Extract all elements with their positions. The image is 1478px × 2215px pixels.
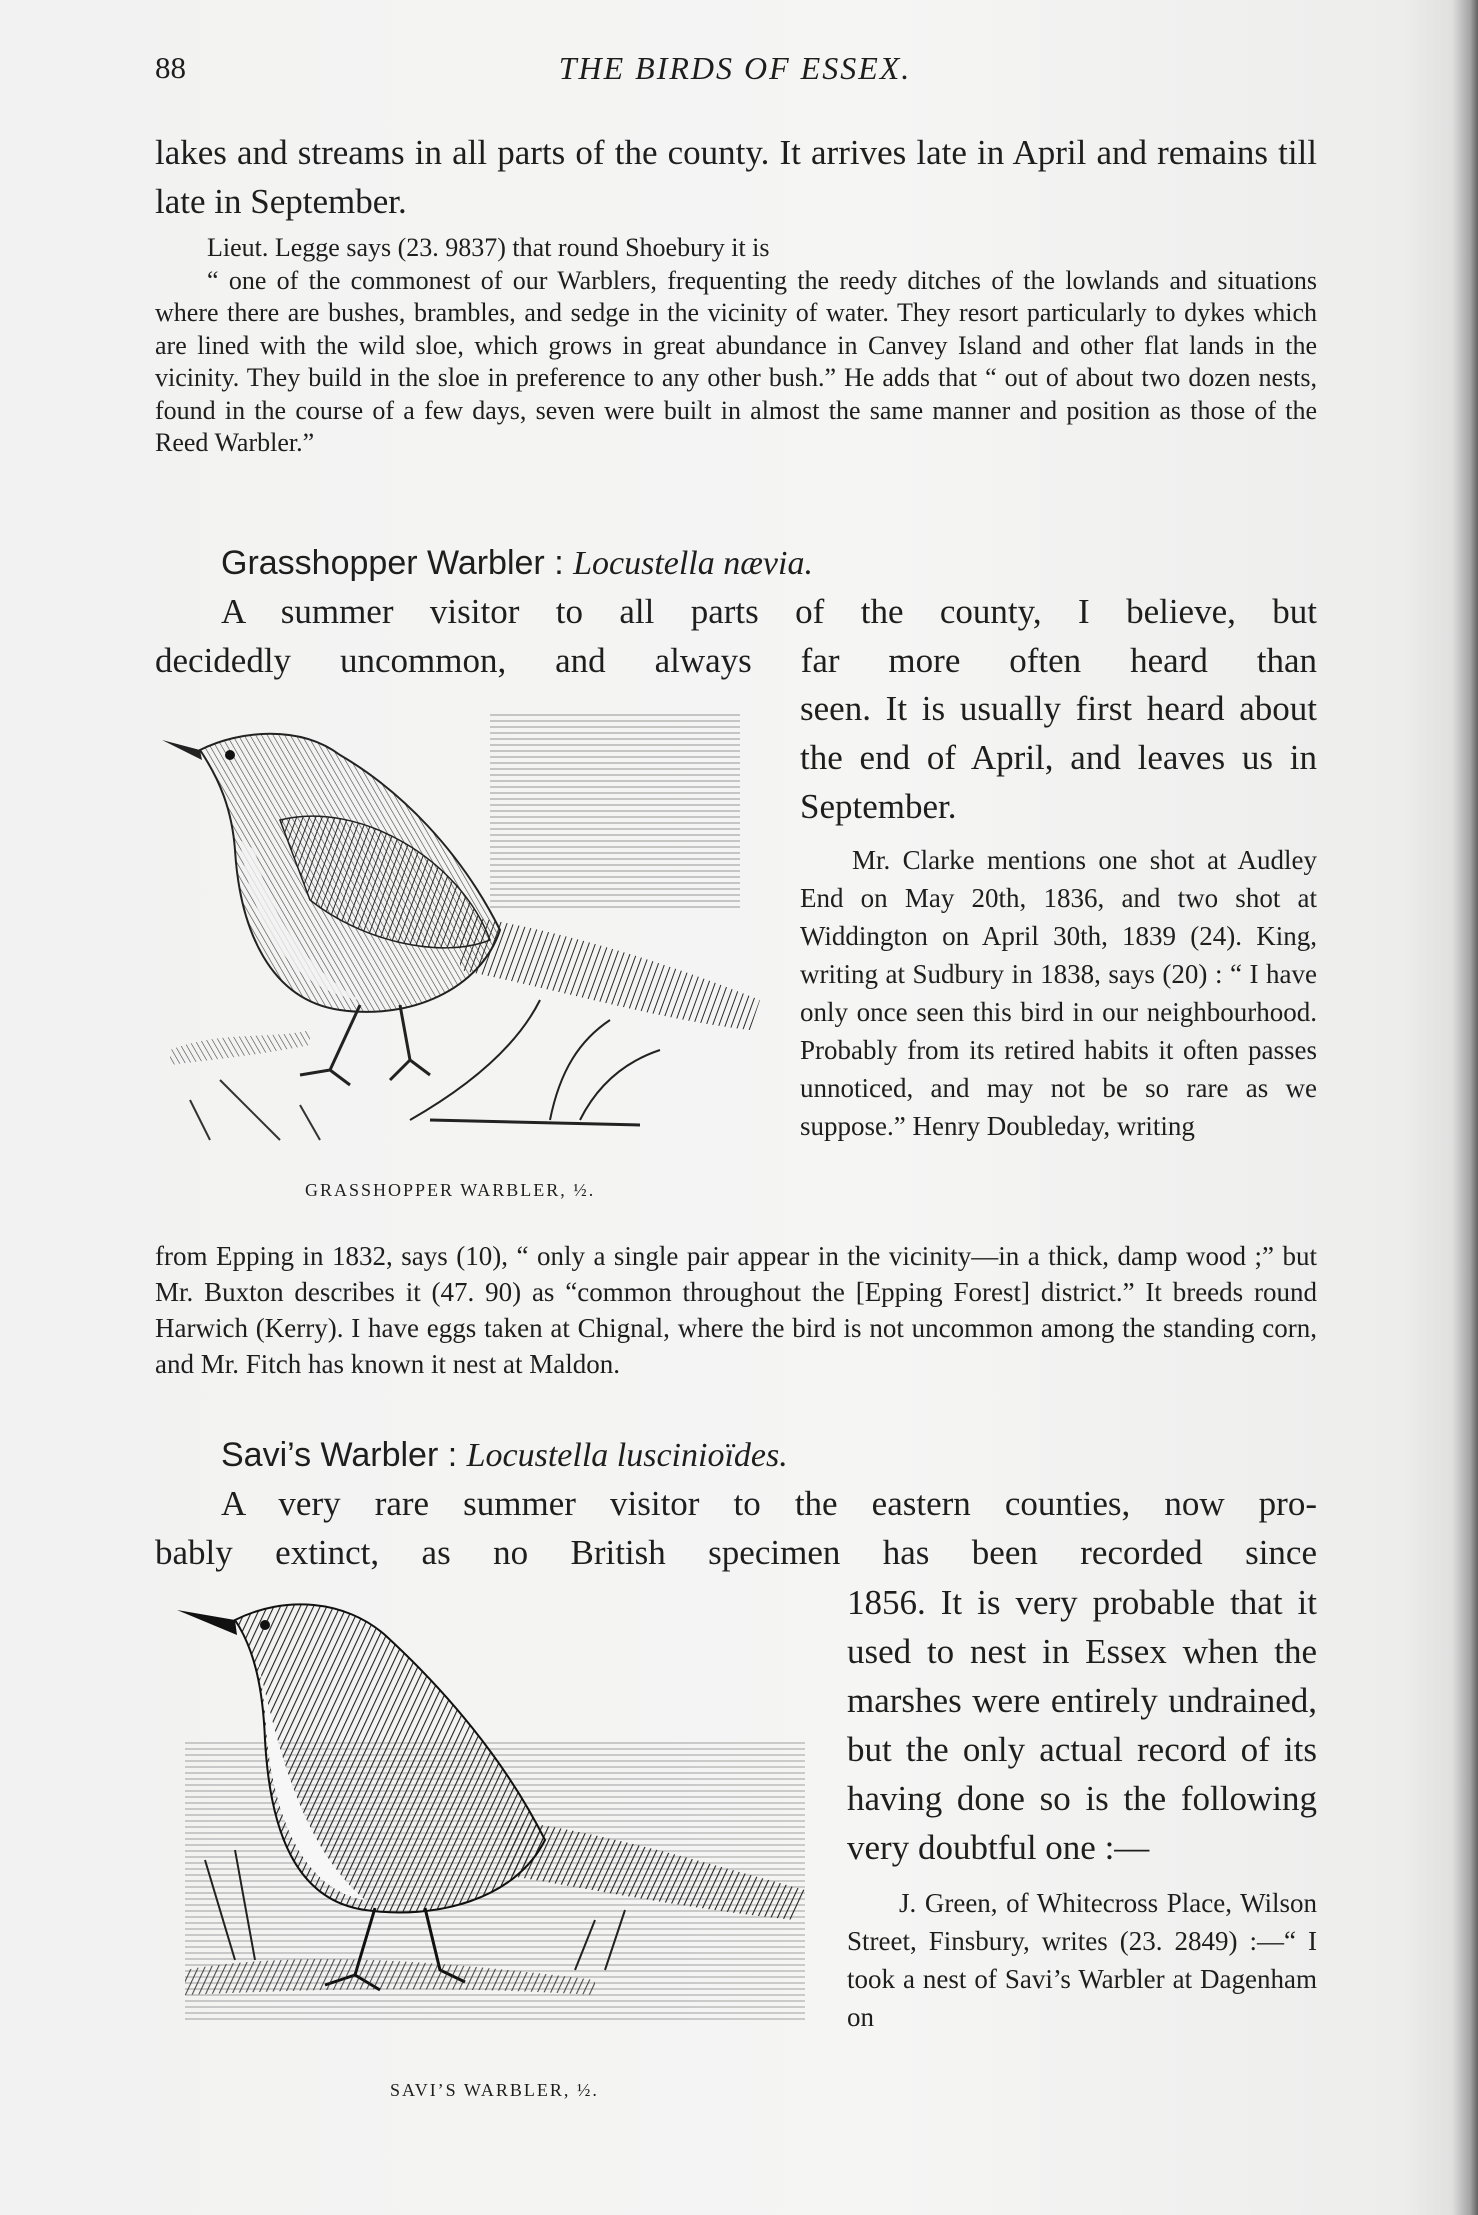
running-title: THE BIRDS OF ESSEX. (558, 50, 912, 86)
grasshopper-full-small: from Epping in 1832, says (10), “ only a single pair appear in the vicinity—in a thick, damp wood ;” but Mr. Buxton describes it (47. 90) as “common throughout the [Epping Forest] district.” It breeds round Harwich (Kerry). I have eggs taken at Chignal, where the bird is not uncommon among the standing corn, and Mr. Fitch has known it nest at Maldon. (155, 1241, 1317, 1379)
grasshopper-line-2: decidedly uncommon, and always far more often heard than (155, 641, 1317, 680)
grasshopper-warbler-icon (160, 700, 780, 1160)
grasshopper-wrap-column (800, 684, 1317, 1145)
page-number: 88 (155, 50, 186, 85)
savis-heading: Savi’s Warbler : Locustella luscinioïdes. (221, 1436, 788, 1474)
grasshopper-wrap-small: Mr. Clarke mentions one shot at Audley End on May 20th, 1836, and two shot at Widdington on April 30th, 1839 (24). King, writing at Sudbury in 1838, says (20) : “ I have only once seen this bird in our neighbourhood. Probably from its retired habits it often passes unnoticed, and may not be so rare as we suppose.” Henry Doubleday, writing (800, 845, 1317, 1141)
savis-wrap-large: 1856. It is very probable that it used to nest in Essex when the marshes were entirely undrained, but the only actual record of its having done so is the following very doubtful one :— (847, 1583, 1317, 1867)
savis-line-2: bably extinct, as no British specimen has been recorded since (155, 1533, 1317, 1572)
legge-quote: “ one of the commonest of our Warblers, frequenting the reedy ditches of the lowlands and situations where there are bushes, brambles, and sedge in the vicinity of water. They resort particularly to dykes which are lined with the wild sloe, which grows in great abundance in Canvey Island and other flat lands in the vicinity. They build in the sloe in preference to any other bush.” He adds that “ out of about two dozen nests, found in the course of a few days, seven were built in almost the same manner and position as those of the Reed Warbler.” (155, 265, 1317, 457)
grasshopper-warbler-engraving (160, 700, 780, 1160)
grasshopper-heading-name: Grasshopper Warbler (221, 544, 545, 582)
intro-section (155, 128, 1317, 460)
savis-warbler-engraving (175, 1590, 825, 2050)
savis-heading-sci: Locustella luscinioïdes. (466, 1437, 788, 1474)
savis-caption: SAVI’S WARBLER, ½. (390, 2080, 599, 2100)
savis-heading-name: Savi’s Warbler (221, 1436, 439, 1474)
grasshopper-line-1: A summer visitor to all parts of the county, I believe, but (221, 592, 1317, 631)
page-header (155, 50, 1315, 94)
legge-intro: Lieut. Legge says (23. 9837) that round Shoebury it is (207, 233, 770, 262)
savis-wrap-column (847, 1578, 1317, 2036)
grasshopper-continuation (155, 1238, 1317, 1382)
savis-warbler-icon (175, 1590, 825, 2050)
grasshopper-caption: GRASSHOPPER WARBLER, ½. (305, 1180, 596, 1200)
grasshopper-heading-sci: Locustella nævia. (573, 545, 813, 582)
grasshopper-wrap-large: seen. It is usually first heard about the end of April, and leaves us in September. (800, 689, 1317, 826)
savis-section (155, 1432, 1317, 1577)
savis-wrap-small: J. Green, of Whitecross Place, Wilson Street, Finsbury, writes (23. 2849) :—“ I took a nest of Savi’s Warbler at Dagenham on (847, 1888, 1317, 2032)
grasshopper-section (155, 540, 1317, 685)
savis-line-1: A very rare summer visitor to the eastern counties, now pro- (221, 1484, 1317, 1523)
grasshopper-heading: Grasshopper Warbler : Locustella nævia. (221, 544, 813, 582)
spine-shadow (1452, 0, 1478, 2215)
intro-paragraph: lakes and streams in all parts of the county. It arrives late in April and remains till late in September. (155, 133, 1317, 221)
